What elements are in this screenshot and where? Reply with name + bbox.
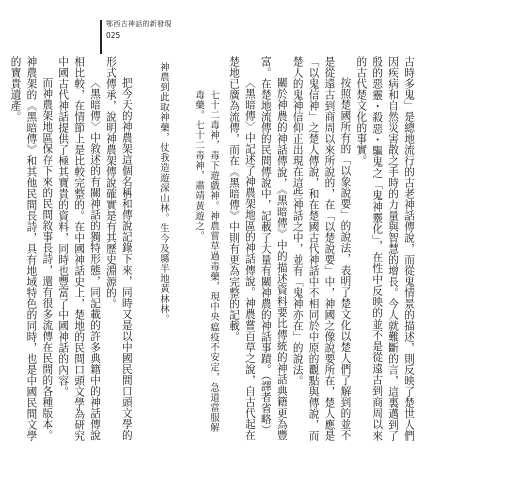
block-quote: 七十二毒神，毒下遊戲神。神農嘗草過毒藥，現中央瘟疫不安定，急道當服解毒藥。七十二毒神，肅靖黃遊之。 (193, 90, 220, 434)
body-paragraph: 〈黑暗傳〉中敘述的有關神話的獨特形態，同記載的許多典籍中的神話傳說相比較，在情節上是比較完整的。在中國神話史上，楚地的民間口頭文學為研究中國古代神話提供了極其寶貴的資料，同時也豐富了中國神話的內容。 (57, 56, 102, 441)
vertical-text-block (9, 56, 416, 441)
body-paragraph: 把今天的神農架這個名稱和傳說記錄下來，同時又是以中國民間口頭文學的形式傳承，說明神農架傳說確實是有其歷史淵源的。 (104, 56, 133, 441)
body-paragraph: 按照楚國所有的「以象說要」的說法，表明了楚文化以楚人們了解到的並不是從遠古到商周以來所說的，在「以楚說要」中，神國之像說要所在，楚人應是「以鬼信神」之楚人傳說，和在楚國古代神話中不相同於中原的觀點與傳說，而楚人的鬼神信仰正出現在這些神話之中，並有「鬼神亦在」的說法。 (291, 56, 352, 441)
body-paragraph: 關於神農的神話傳說，《黑暗傳》中的描述資料要比傳統的神話典籍更為豐富。在楚地流傳的民間傳說中，記載了大量有關神農的神話事蹟。（譯者省略） (259, 56, 288, 441)
page-number: 025 (106, 31, 121, 40)
body-paragraph: 古時多鬼」是總地流行的古老神話傳說，而從鬼情景的描述，則反映了楚世人們因疾病和自然災害散之手時的力量與智慧的增長。今人就難斷的言，這裏邁到了殷的惡靈・殺惡・驅鬼之「鬼神靈化」，在性中反映的並不是從遠古到商周以來的古代楚文化的事實。 (355, 56, 415, 441)
body-paragraph: 〈黑暗傳〉中記述了神農架地區的神話傳說。神農嘗百草之說，自古代起在楚地已廣為流傳，而在《黑暗傳》中則有更為完整的記載。 (228, 56, 256, 441)
body-paragraph: 而神農架地區保存下來的民間敘事長詩，還有很多流傳在民間的各種版本。神農架的《黑暗傳》和其他民間長詩，具有地域特色的同時，也是中國民間文學的寶貴遺產。 (9, 56, 54, 441)
running-title: 鄂西古神話的新發現 (106, 20, 172, 28)
header-rule (100, 20, 102, 54)
block-quote: 神農到此取神藥，仗我造遊深山林。生今及縣半地黃林林。 (157, 62, 169, 325)
